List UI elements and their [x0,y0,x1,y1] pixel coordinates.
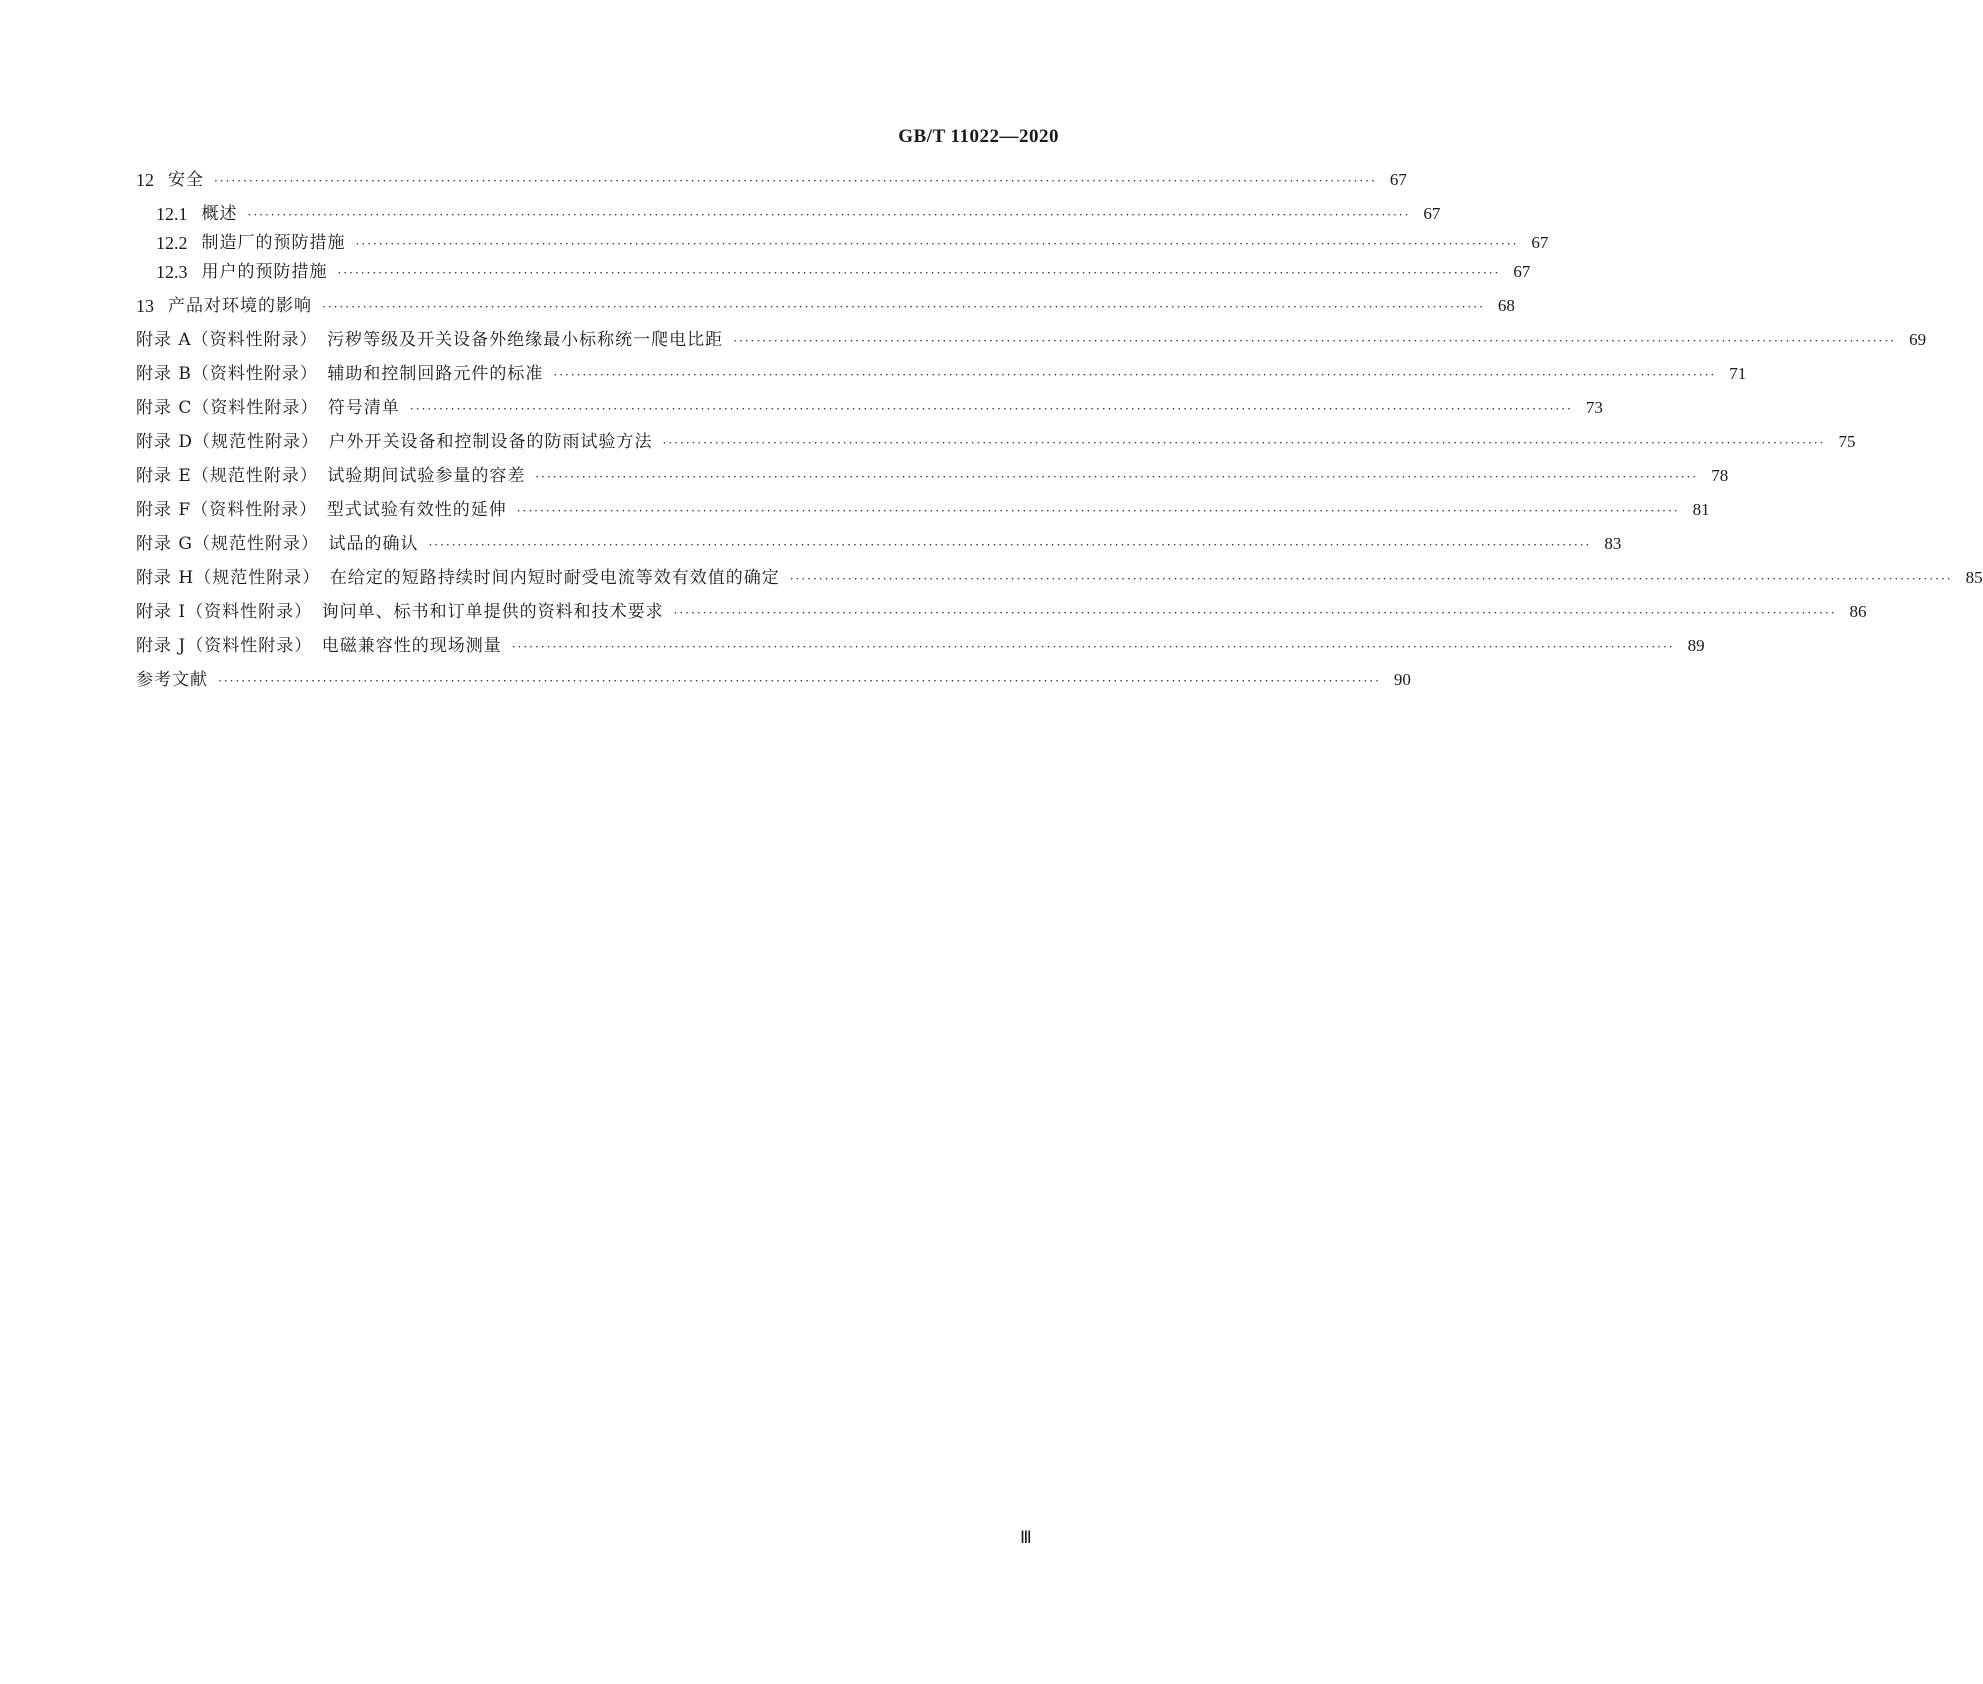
toc-page-number: 67 [1423,204,1441,223]
page-number: Ⅲ [1020,1528,1032,1547]
toc-entry-annex-h[interactable] [136,566,1983,590]
toc-number: 12.3 [156,262,188,282]
toc-page-number: 86 [1849,602,1867,621]
toc-entry-annex-i[interactable] [136,600,1867,624]
toc-title: 安全 [168,170,204,190]
toc-page-number: 90 [1393,670,1411,689]
toc-entry-bibliography[interactable] [136,668,1411,692]
toc-entry-annex-b[interactable] [136,362,1747,386]
toc-page-number: 85 [1965,568,1983,587]
toc-title: 附录 A（资料性附录） 污秽等级及开关设备外绝缘最小标称统一爬电比距 [136,330,724,350]
toc-entry-annex-f[interactable] [136,498,1710,522]
toc-leader-dots: ········································································································································································································ [553,368,1717,382]
toc-page-number: 69 [1909,330,1927,349]
toc-title: 附录 H（规范性附录） 在给定的短路持续时间内短时耐受电流等效有效值的确定 [136,568,780,588]
toc-entry-annex-a[interactable] [136,328,1927,352]
toc-leader-dots: ········································································································································································································ [535,470,1699,484]
toc-leader-dots: ········································································································································································································ [516,504,1680,518]
toc-page-number: 67 [1389,170,1407,189]
toc-entry-annex-g[interactable] [136,532,1622,556]
toc-number: 12.1 [156,204,188,224]
toc-title: 附录 C（资料性附录） 符号清单 [136,398,400,418]
toc-title: 附录 D（规范性附录） 户外开关设备和控制设备的防雨试验方法 [136,432,653,452]
toc-leader-dots: ········································································································································································································ [218,674,1381,688]
toc-number: 13 [136,296,154,316]
toc-entry-12-2[interactable] [156,231,1549,255]
toc-page-number: 67 [1531,233,1549,252]
toc-page-number: 78 [1711,466,1729,485]
toc-leader-dots: ········································································································································································································ [673,606,1837,620]
toc-page-number: 68 [1497,296,1515,315]
toc-entry-12-1[interactable] [156,202,1441,226]
toc-page-number: 75 [1838,432,1856,451]
toc-title: 附录 F（资料性附录） 型式试验有效性的延伸 [136,500,507,520]
document-id: GB/T 11022—2020 [898,126,1059,147]
toc-leader-dots: ········································································································································································································ [322,300,1485,314]
toc-page-number: 89 [1687,636,1705,655]
toc-page-number: 83 [1604,534,1622,553]
toc-title: 附录 I（资料性附录） 询问单、标书和订单提供的资料和技术要求 [136,602,664,622]
toc-leader-dots: ········································································································································································································ [214,174,1377,188]
toc-entry-12[interactable] [136,168,1407,192]
toc-number: 12 [136,170,154,190]
toc-entry-annex-j[interactable] [136,634,1705,658]
toc-entry-12-3[interactable] [156,260,1531,284]
toc-leader-dots: ········································································································································································································ [355,237,1519,251]
toc-leader-dots: ········································································································································································································ [733,334,1897,348]
toc-page-number: 73 [1585,398,1603,417]
toc-page-number: 67 [1513,262,1531,281]
toc-leader-dots: ········································································································································································································ [662,436,1826,450]
toc-leader-dots: ········································································································································································································ [428,538,1592,552]
toc-title: 附录 E（规范性附录） 试验期间试验参量的容差 [136,466,526,486]
toc-leader-dots: ········································································································································································································ [789,572,1953,586]
toc-page-number: 71 [1729,364,1747,383]
toc-entry-13[interactable] [136,294,1515,318]
toc-entry-annex-c[interactable] [136,396,1603,420]
toc-entry-annex-d[interactable] [136,430,1856,454]
toc-title: 概述 [201,204,238,224]
toc-number: 12.2 [156,233,188,253]
toc-title: 用户的预防措施 [201,262,328,282]
toc-page-number: 81 [1692,500,1710,519]
toc-leader-dots: ········································································································································································································ [511,640,1675,654]
toc-title: 附录 J（资料性附录） 电磁兼容性的现场测量 [136,636,502,656]
toc-leader-dots: ········································································································································································································ [409,402,1573,416]
toc-title: 附录 G（规范性附录） 试品的确认 [136,534,419,554]
toc-title: 参考文献 [136,670,208,690]
toc-entry-annex-e[interactable] [136,464,1729,488]
toc-title: 产品对环境的影响 [168,296,312,316]
toc-title: 附录 B（资料性附录） 辅助和控制回路元件的标准 [136,364,544,384]
toc-leader-dots: ········································································································································································································ [337,266,1501,280]
toc-title: 制造厂的预防措施 [201,233,346,253]
toc-leader-dots: ········································································································································································································ [247,208,1411,222]
